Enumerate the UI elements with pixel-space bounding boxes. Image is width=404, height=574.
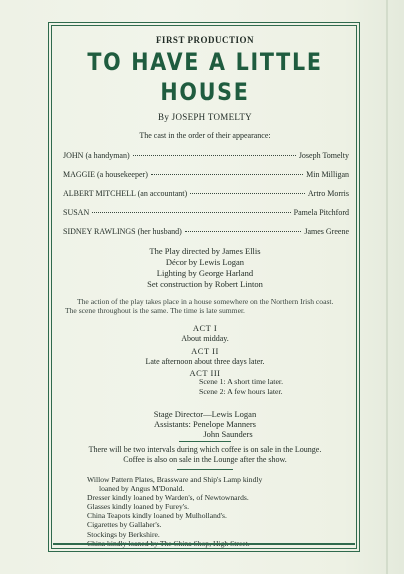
cast-actor: Joseph Tomelty — [298, 151, 349, 160]
cast-row — [63, 227, 349, 236]
act1-time: About midday. — [181, 334, 229, 343]
acknowledgements — [87, 475, 347, 548]
loan-line: Dresser kindly loaned by Warden's, of Newtownards. — [87, 493, 249, 503]
stage-crew — [49, 409, 361, 439]
credit-line: Lighting by George Harland — [156, 268, 254, 278]
cast-actor: Artro Morris — [307, 189, 349, 198]
loan-line: Cigarettes by Gallaher's. — [87, 520, 162, 530]
assistants: Assistants: Penelope Manners — [154, 419, 256, 429]
author-line: By JOSEPH TOMELTY — [158, 112, 252, 122]
dot-leader — [190, 193, 305, 194]
cast-role: SIDNEY RAWLINGS (her husband) — [63, 227, 182, 236]
cast-row — [63, 189, 349, 198]
setting-paragraph: The action of the play takes place in a house somewhere on the Northern Irish coast. The scene throughout is the same. The time is late summer. — [65, 297, 334, 315]
divider-rule — [177, 469, 233, 470]
cast-row — [63, 151, 349, 160]
loan-line: Glasses kindly loaned by Furey's. — [87, 502, 189, 512]
divider-rule — [179, 441, 231, 442]
act3-scene2: Scene 2: A few hours later. — [199, 386, 283, 396]
bottom-rule — [53, 543, 355, 545]
interval-notice — [49, 445, 361, 465]
cast-actor: Min Milligan — [306, 170, 349, 179]
cast-role: MAGGIE (a housekeeper) — [63, 170, 148, 179]
play-title-line1: TO HAVE A LITTLE — [87, 48, 323, 76]
dot-leader — [92, 212, 290, 213]
interval-line: Coffee is also on sale in the Lounge after the show. — [123, 455, 287, 464]
act1-label: ACT I — [192, 323, 218, 333]
act2-label: ACT II — [191, 346, 219, 356]
cast-actor: Pamela Pitchford — [293, 208, 349, 217]
loan-line: China Teapots kindly loaned by Mulholland's. — [87, 511, 227, 521]
cast-row — [63, 208, 349, 217]
cast-row — [63, 170, 349, 179]
assistant-second: John Saunders — [203, 429, 253, 439]
first-production-label: FIRST PRODUCTION — [155, 35, 255, 45]
play-title-line2: HOUSE — [160, 78, 250, 106]
interval-line: There will be two intervals during which coffee is on sale in the Lounge. — [88, 445, 322, 454]
cast-actor: James Greene — [304, 227, 349, 236]
dot-leader — [151, 174, 303, 175]
act2-time: Late afternoon about three days later. — [145, 357, 265, 366]
cast-role: SUSAN — [63, 208, 90, 217]
production-credits — [49, 246, 361, 290]
loan-line: Willow Pattern Plates, Brassware and Ship's Lamp kindly — [87, 475, 263, 484]
dot-leader — [185, 231, 302, 232]
cast-heading: The cast in the order of their appearance: — [139, 131, 271, 140]
credit-line: Set construction by Robert Linton — [147, 279, 263, 289]
credit-line: Décor by Lewis Logan — [165, 257, 245, 267]
stage-director: Stage Director—Lewis Logan — [153, 409, 257, 419]
cast-role: ALBERT MITCHELL (an accountant) — [63, 189, 188, 198]
dot-leader — [133, 155, 296, 156]
act3-scenes — [199, 377, 283, 396]
programme-frame — [48, 22, 360, 552]
credit-line: The Play directed by James Ellis — [149, 246, 261, 256]
act3-scene1: Scene 1: A short time later. — [199, 377, 284, 386]
cast-role: JOHN (a handyman) — [63, 151, 130, 160]
loan-line: loaned by Angus M'Donald. — [99, 484, 185, 494]
loan-line: Stockings by Berkshire. — [87, 529, 160, 539]
act3-label: ACT III — [189, 368, 221, 378]
page-fold — [386, 0, 388, 574]
